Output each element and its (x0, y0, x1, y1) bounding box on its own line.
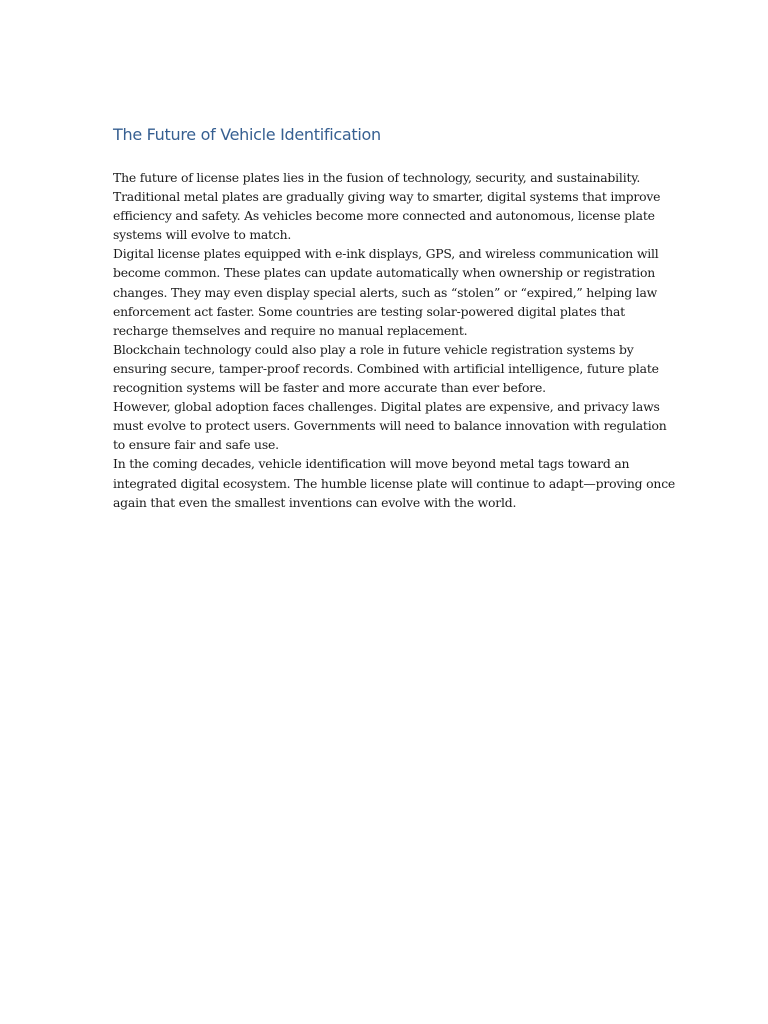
body-line: In the coming decades, vehicle identification will move beyond metal tags toward an (113, 456, 630, 472)
body-line: ensuring secure, tamper-proof records. Combined with artificial intelligence, future plate (113, 360, 659, 376)
body-line: efficiency and safety. As vehicles become more connected and autonomous, license plate (113, 208, 655, 224)
body-line: integrated digital ecosystem. The humble license plate will continue to adapt—proving once (113, 475, 676, 491)
body-line: recognition systems will be faster and more accurate than ever before. (113, 380, 546, 396)
body-line: again that even the smallest inventions can evolve with the world. (113, 494, 517, 510)
body-line: However, global adoption faces challenges. Digital plates are expensive, and privacy laws (113, 399, 660, 415)
body-line: must evolve to protect users. Governments will need to balance innovation with regulation (113, 418, 667, 434)
body-line: become common. These plates can update automatically when ownership or registration (113, 265, 656, 281)
document-body (113, 168, 676, 512)
body-line: systems will evolve to match. (113, 227, 292, 243)
body-line: to ensure fair and safe use. (113, 437, 279, 453)
body-line: recharge themselves and require no manual replacement. (113, 322, 468, 338)
body-line: enforcement act faster. Some countries are testing solar-powered digital plates that (113, 303, 625, 319)
body-line: Digital license plates equipped with e-ink displays, GPS, and wireless communication will (113, 246, 659, 262)
body-line: Traditional metal plates are gradually giving way to smarter, digital systems that improve (113, 189, 661, 205)
body-line: The future of license plates lies in the fusion of technology, security, and sustainability. (113, 170, 641, 185)
body-line: Blockchain technology could also play a role in future vehicle registration systems by (113, 341, 634, 357)
document-title: The Future of Vehicle Identification (113, 125, 381, 144)
body-line: changes. They may even display special alerts, such as “stolen” or “expired,” helping law (113, 284, 658, 300)
